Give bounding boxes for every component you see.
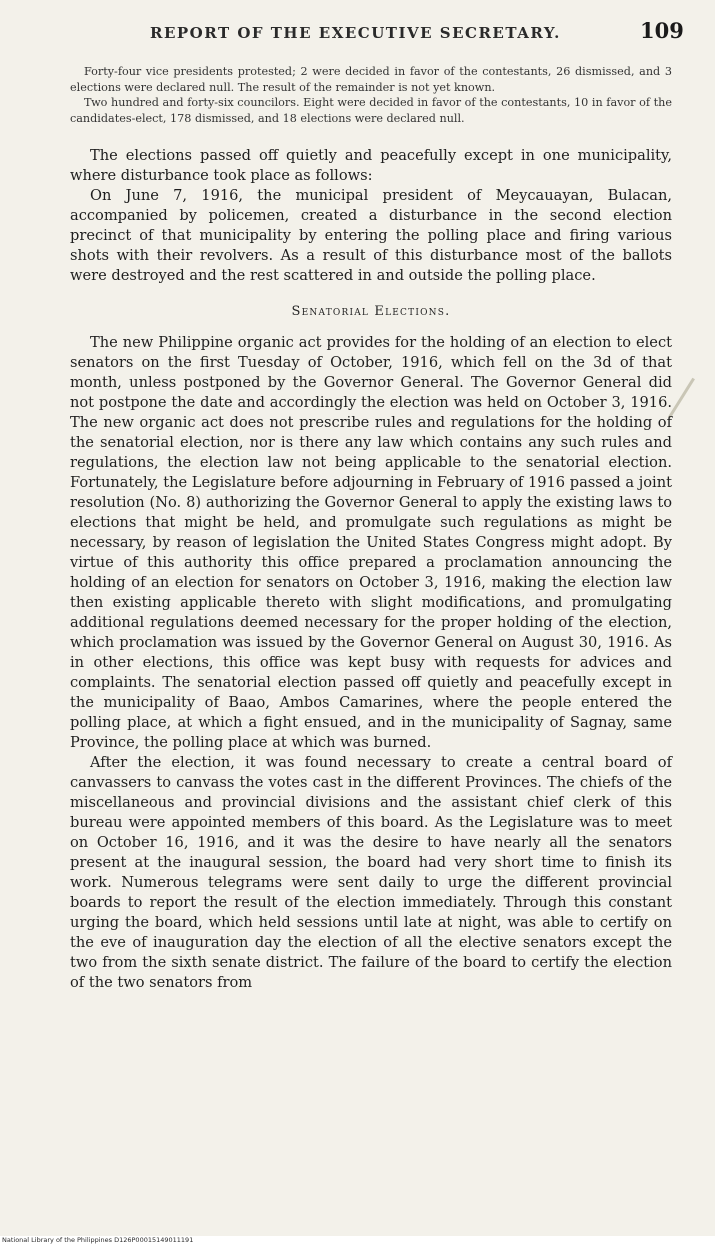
page-number: 109 [640,18,684,43]
page-body [70,64,672,993]
body-paragraph: On June 7, 1916, the municipal president of Meycauayan, Bulacan, accompanied by policemen, created a disturbance in the second election precinct of that municipality by entering the polling place and firing various shots with their revolvers. As a result of this disturbance most of the ballots were destroyed and the rest scattered in and outside the polling place. [70,187,672,284]
running-head: REPORT OF THE EXECUTIVE SECRETARY. [150,24,561,42]
body-paragraph: The elections passed off quietly and peacefully except in one municipality, where disturbance took place as follows: [70,147,672,184]
body-paragraph: After the election, it was found necessary to create a central board of canvassers to canvass the votes cast in the different Provinces. The chiefs of the miscellaneous and provincial divisions and the assistant chief clerk of this bureau were appointed members of this board. As the Legislature was to meet on October 16, 1916, and it was the desire to have nearly all the senators present at the inaugural session, the board had very short time to finish its work. Numerous telegrams were sent daily to urge the different provincial boards to report the result of the election immediately. Through this constant urging the board, which held sessions until late at night, was able to certify on the eve of inauguration day the election of all the elective senators except the two from the sixth senate district. The failure of the board to certify the election of the two senators from [70,754,672,991]
municipal-elections-text [70,146,672,286]
election-protest-summary [70,64,672,126]
vice-presidents-paragraph: Forty-four vice presidents protested; 2 were decided in favor of the contestants, 26 dismissed, and 3 elections were declared null. The result of the remainder is not yet known. [70,65,672,94]
margin-pen-mark [668,378,695,419]
body-paragraph: The new Philippine organic act provides for the holding of an election to elect senators on the first Tuesday of October, 1916, which fell on the 3d of that month, unless postponed by the Governor General. The Governor General did not postpone the date and accordingly the election was held on October 3, 1916. The new organic act does not prescribe rules and regulations for the holding of the senatorial election, nor is there any law which contains any such rules and regulations, the election law not being applicable to the senatorial election. Fortunately, the Legislature before adjourning in February of 1916 passed a joint resolution (No. 8) authorizing the Governor General to apply the existing laws to elections that might be held, and promulgate such regulations as might be necessary, by reason of legislation the United States Congress might adopt. By virtue of this authority this office prepared a proclamation announcing the holding of an election for senators on October 3, 1916, making the election law then existing applicable thereto with slight modifications, and promulgating additional regulations deemed necessary for the proper holding of the election, which proclamation was issued by the Governor General on August 30, 1916. As in other elections, this office was kept busy with requests for advices and complaints. The senatorial election passed off quietly and peacefully except in the municipality of Baao, Ambos Camarines, where the people entered the polling place, at which a fight ensued, and in the municipality of Sagnay, same Province, the polling place at which was burned. [70,334,672,751]
section-heading: Senatorial Elections. [291,304,451,319]
library-footer: National Library of the Philippines D126P00015149011191 [2,1236,194,1244]
councilors-paragraph: Two hundred and forty-six councilors. Eight were decided in favor of the contestants, 10 in favor of the candidates-elect, 178 dismissed, and 18 elections were declared null. [70,96,672,125]
page-header [0,18,715,52]
senatorial-elections-text [70,333,672,993]
